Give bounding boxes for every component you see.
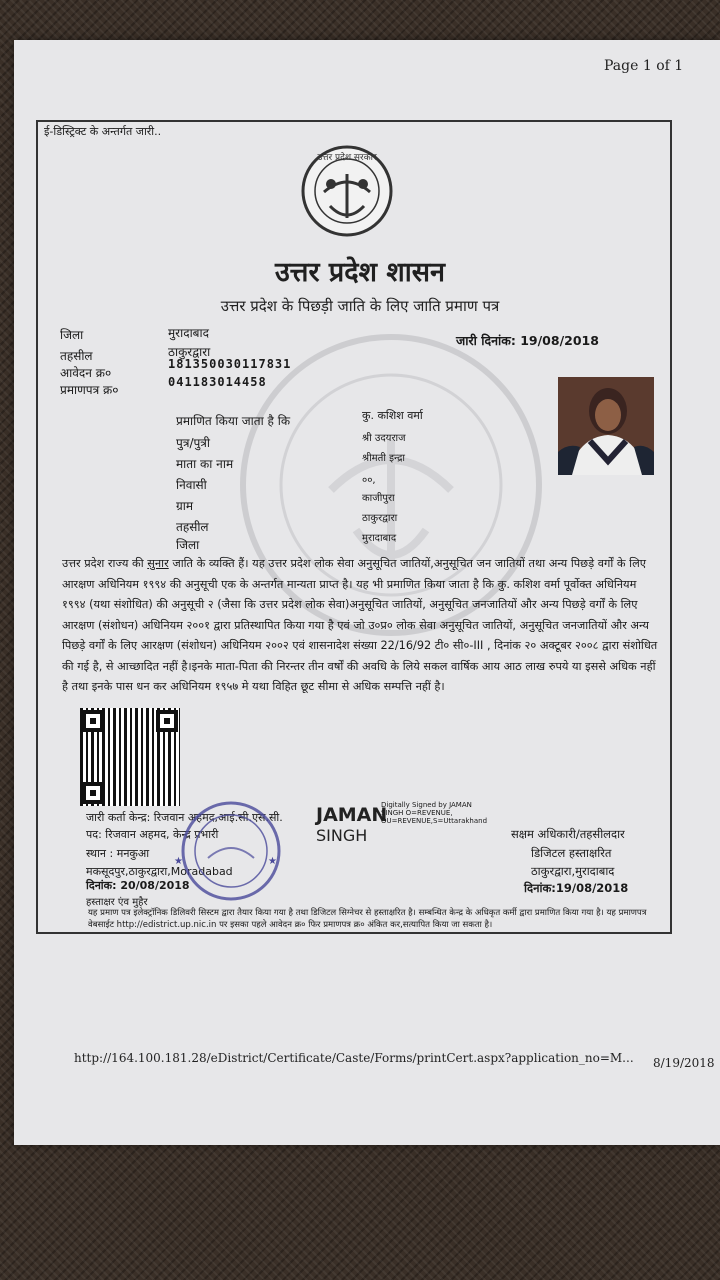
child-value: श्री उदयराज <box>362 433 406 444</box>
certificate-title: उत्तर प्रदेश शासन <box>275 257 445 288</box>
certify-value: कु. कशिश वर्मा <box>362 409 423 422</box>
issuer-center: जारी कर्ता केन्द्र: रिजवान अहमद,आई.सी.एस.सी. <box>86 811 283 824</box>
digital-signature-line3: OU=REVENUE,S=Uttarakhand <box>381 817 488 825</box>
svg-text:★: ★ <box>174 856 183 867</box>
applicant-photo <box>558 377 654 475</box>
authority-place: ठाकुरद्वारा,मुरादाबाद <box>531 864 615 878</box>
person-tehsil-label: तहसील <box>176 520 209 534</box>
verification-note: यह प्रमाण पत्र इलेक्ट्रॉनिक डिलिवरी सिस्टम द्वारा तैयार किया गया है तथा डिजिटल सिग्नेचर से हस्ताक्षरित है। सम्बन्धित केन्द्र के अधिकृत कर्मी द्वारा प्रमाणित किया गया है। यह प्रमाणपत्र वेबसाईट http://edistrict.up.nic.in पर इसका पहले आवेदन क्र० फिर प्रमाणपत्र क्र० अंकित कर,सत्यापित किया जा सकता है। <box>88 908 647 930</box>
authority-date: दिनांक:19/08/2018 <box>524 881 629 895</box>
print-url: http://164.100.181.28/eDistrict/Certificate/Caste/Forms/printCert.aspx?application_no=M... <box>74 1051 634 1065</box>
issuer-date: दिनांक: 20/08/2018 <box>86 879 190 892</box>
application-label: आवेदन क्र० <box>60 366 112 380</box>
authority-digital: डिजिटल हस्ताक्षरित <box>531 846 612 860</box>
svg-text:★: ★ <box>268 856 277 867</box>
tehsil-value: ठाकुरद्वारा <box>168 345 211 359</box>
official-seal-stamp-icon <box>174 798 284 904</box>
mother-value: श्रीमती इन्द्रा <box>362 453 406 464</box>
child-label: पुत्र/पुत्री <box>176 436 211 450</box>
resident-label: निवासी <box>176 478 207 492</box>
certificate-no-value: 041183014458 <box>168 375 267 389</box>
caste-name: सुनार <box>147 557 169 570</box>
qr-code-icon <box>80 708 180 806</box>
print-date: 8/19/2018 <box>653 1056 715 1070</box>
edistrict-label: ई-डिस्ट्रिक्ट के अन्तर्गत जारी.. <box>44 125 162 138</box>
digital-signature-line1: Digitally Signed by JAMAN <box>381 801 472 809</box>
certificate-subtitle: उत्तर प्रदेश के पिछड़ी जाति के लिए जाति प्रमाण पत्र <box>220 297 500 315</box>
person-district-value: मुरादाबाद <box>362 533 397 544</box>
certify-label: प्रमाणित किया जाता है कि <box>176 414 291 428</box>
up-government-emblem-icon <box>300 144 394 238</box>
mother-label: माता का नाम <box>176 457 234 471</box>
authority-title: सक्षम अधिकारी/तहसीलदार <box>511 827 625 841</box>
village-value: काजीपुरा <box>362 493 395 504</box>
issuer-address: मकसूदपुर,ठाकुरद्वारा,Moradabad <box>86 865 233 878</box>
emblem-text: उत्तर प्रदेश सरकार <box>317 153 377 163</box>
signer-name-last: SINGH <box>316 826 368 845</box>
tehsil-label: तहसील <box>60 349 93 363</box>
body-part1: उत्तर प्रदेश राज्य की <box>62 557 144 570</box>
person-tehsil-value: ठाकुरद्वारा <box>362 513 398 524</box>
person-district-label: जिला <box>176 538 200 552</box>
district-label: जिला <box>60 328 84 342</box>
application-value: 181350030117831 <box>168 357 292 371</box>
certificate-body-text <box>62 554 662 698</box>
certificate-no-label: प्रमाणपत्र क्र० <box>60 383 119 397</box>
digital-signature-line2: SINGH O=REVENUE, <box>381 809 453 817</box>
issuer-post: पद: रिजवान अहमद, केन्द्र प्रभारी <box>86 828 219 841</box>
issuer-place: स्थान : मनकुआ <box>86 847 150 860</box>
body-part2: जाति के व्यक्ति हैं। यह उत्तर प्रदेश लोक सेवा अनुसूचित जातियों,अनुसूचित जन जातियों तथा अन्य पिछड़े वर्गों के लिए आरक्षण अधिनियम १९९४ की अनुसूची एक के अन्तर्गत मान्यता प्राप्त है। यह भी प्रमाणित किया जाता है कि कु. कशिश वर्मा पूर्वोक्त अधिनियम १९९४ (यथा संशोधित) की अनुसूची २ (जैसा कि उत्तर प्रदेश लोक सेवा)अनुसूचित जातियों, अनुसूचित जनजातियों और अन्य पिछड़े वर्गों के लिए आरक्षण (संशोधन) अधिनियम २००१ द्वारा प्रतिस्थापित किया गया है एवं जो उ०प्र० लोक सेवा अनुसूचित जातियों, अनुसूचित जनजातियों और अन्य पिछड़े वर्गों के लिए आरक्षण (संशोधन) अधिनियम २००२ एवं शासनादेश संख्या 22/16/92 टी० सी०-III , दिनांक २० अक्टूबर २००८ द्वारा संशोधित की गई है, से आच्छादित नहीं है।इनके माता-पिता की निरन्तर तीन वर्षों की अवधि के लिये सकल वार्षिक आय आठ लाख रुपये या इससे अधिक नहीं है तथा इनके पास धन कर अधिनियम १९५७ मे यथा विहित छूट सीमा से अधिक सम्पत्ति नहीं है। <box>62 557 658 693</box>
resident-value: ००, <box>362 475 376 486</box>
issuer-seal-label: हस्ताक्षर एंव मुहैर <box>86 897 148 908</box>
district-value: मुरादाबाद <box>168 326 210 340</box>
signer-name-first: JAMAN <box>316 804 388 826</box>
page-number: Page 1 of 1 <box>604 58 684 74</box>
village-label: ग्राम <box>176 499 194 513</box>
issue-date: जारी दिनांक: 19/08/2018 <box>456 333 599 348</box>
